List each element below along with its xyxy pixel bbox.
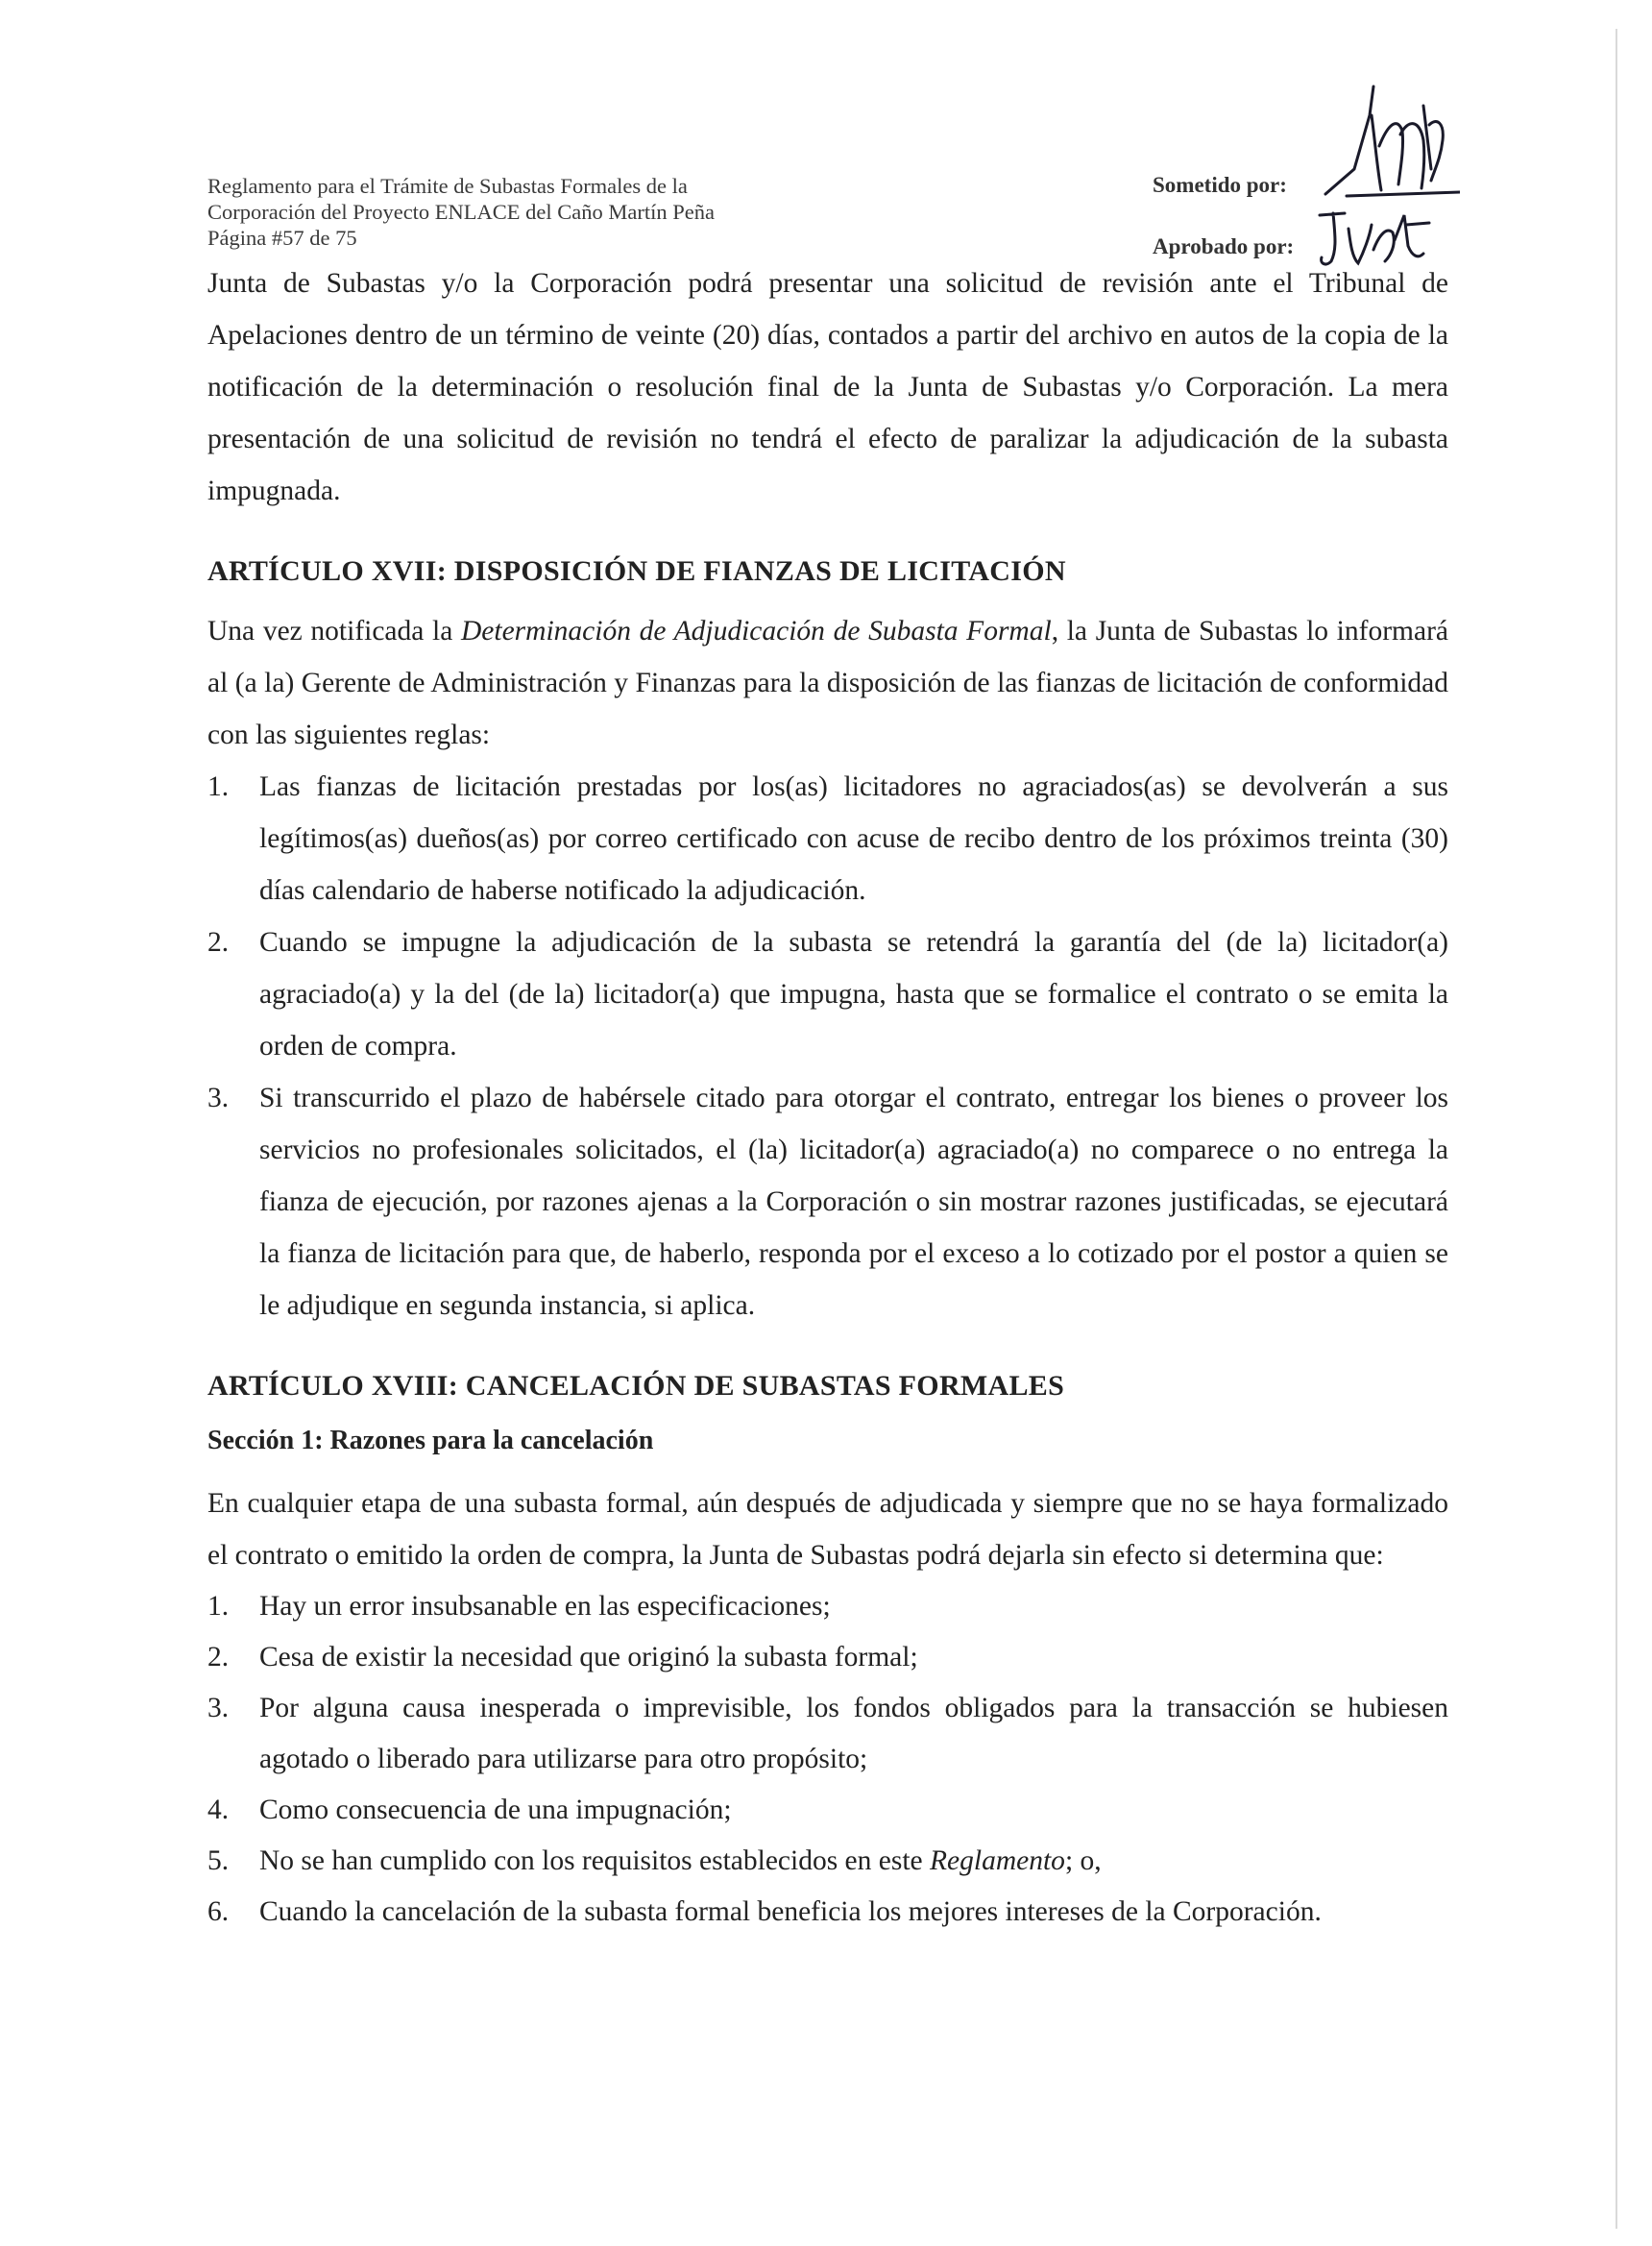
list-item-number: 1.	[207, 771, 230, 802]
article-17-intro	[207, 605, 1448, 761]
article-17-intro-italic: Determinación de Adjudicación de Subasta Formal	[461, 616, 1052, 647]
list-item-number: 1.	[207, 1591, 230, 1622]
list-item-number: 3.	[207, 1693, 230, 1723]
list-item	[207, 1072, 1448, 1331]
article-17-heading: ARTÍCULO XVII: DISPOSICIÓN DE FIANZAS DE LICITACIÓN	[207, 555, 1066, 587]
page-edge	[1616, 29, 1617, 2229]
list-item-number: 2.	[207, 1642, 230, 1672]
section-1-heading: Sección 1: Razones para la cancelación	[207, 1426, 654, 1455]
list-item-number: 2.	[207, 927, 230, 958]
article-17-list	[207, 761, 1448, 1331]
list-item-number: 6.	[207, 1896, 230, 1927]
list-item-text: Cuando se impugne la adjudicación de la subasta se retendrá la garantía del (de la) licitador(a) agraciado(a) y la del (de la) licitador(a) que impugna, hasta que se formalice el contrato o se emita la orden de compra.	[259, 927, 1448, 1062]
signature-block	[1153, 144, 1460, 267]
article-18-list	[207, 1581, 1448, 1938]
list-item-text: Hay un error insubsanable en las especificaciones;	[259, 1591, 831, 1622]
page-number: Página #57 de 75	[207, 226, 357, 250]
list-item	[207, 1632, 1448, 1683]
article-18-heading: ARTÍCULO XVIII: CANCELACIÓN DE SUBASTAS FORMALES	[207, 1370, 1065, 1402]
list-item	[207, 761, 1448, 916]
list-item	[207, 916, 1448, 1072]
list-item-text: Si transcurrido el plazo de habérsele citado para otorgar el contrato, entregar los bienes o proveer los servicios no profesionales solicitados, el (la) licitador(a) agraciado(a) no comparece o no entrega la fianza de ejecución, por razones ajenas a la Corporación o sin mostrar razones justificadas, se ejecutará la fianza de licitación para que, de haberlo, responda por el exceso a lo cotizado por el postor a quien se le adjudique en segunda instancia, si aplica.	[259, 1083, 1448, 1321]
doc-title-line-1: Reglamento para el Trámite de Subastas Formales de la	[207, 174, 688, 198]
list-item	[207, 1785, 1448, 1836]
submitted-row	[1153, 144, 1460, 206]
list-item-text-after: ; o,	[1064, 1845, 1102, 1876]
list-item-text: Por alguna causa inesperada o imprevisible, los fondos obligados para la transacción se hubiesen agotado o liberado para utilizarse para otro propósito;	[259, 1693, 1448, 1774]
list-item	[207, 1836, 1448, 1887]
list-item	[207, 1581, 1448, 1632]
list-item-text-before: No se han cumplido con los requisitos establecidos en este	[259, 1845, 931, 1876]
list-item	[207, 1887, 1448, 1938]
list-item-text-italic: Reglamento	[930, 1845, 1065, 1876]
submitted-signature	[1316, 77, 1460, 202]
approved-label: Aprobado por:	[1153, 234, 1295, 258]
document-body	[207, 257, 1448, 1938]
doc-title-line-2: Corporación del Proyecto ENLACE del Caño Martín Peña	[207, 200, 716, 224]
list-item-number: 3.	[207, 1083, 230, 1113]
submitted-label: Sometido por:	[1153, 173, 1287, 197]
list-item-text: Cuando la cancelación de la subasta formal beneficia los mejores intereses de la Corporación.	[259, 1896, 1322, 1927]
list-item-number: 5.	[207, 1845, 230, 1876]
article-17-intro-after: , la Junta de Subastas lo informará al (a la) Gerente de Administración y Finanzas para la disposición de las fianzas de licitación de conformidad con las siguientes reglas:	[207, 616, 1448, 750]
list-item-text: Como consecuencia de una impugnación;	[259, 1794, 732, 1825]
document-header	[207, 173, 880, 251]
list-item-text: Cesa de existir la necesidad que originó la subasta formal;	[259, 1642, 918, 1672]
article-18-intro: En cualquier etapa de una subasta formal, aún después de adjudicada y siempre que no se haya formalizado el contrato o emitido la orden de compra, la Junta de Subastas podrá dejarla sin efecto si determina que:	[207, 1488, 1448, 1571]
list-item-text: Las fianzas de licitación prestadas por los(as) licitadores no agraciados(as) se devolverán a sus legítimos(as) dueños(as) por correo certificado con acuse de recibo dentro de los próximos treinta (30) días calendario de haberse notificado la adjudicación.	[259, 771, 1448, 906]
list-item-number: 4.	[207, 1794, 230, 1825]
intro-paragraph: Junta de Subastas y/o la Corporación podrá presentar una solicitud de revisión ante el Tribunal de Apelaciones dentro de un término de veinte (20) días, contados a partir del archivo en autos de la copia de la notificación de la determinación o resolución final de la Junta de Subastas y/o Corporación. La mera presentación de una solicitud de revisión no tendrá el efecto de paralizar la adjudicación de la subasta impugnada.	[207, 268, 1448, 506]
list-item	[207, 1683, 1448, 1785]
article-17-intro-before: Una vez notificada la	[207, 616, 461, 647]
